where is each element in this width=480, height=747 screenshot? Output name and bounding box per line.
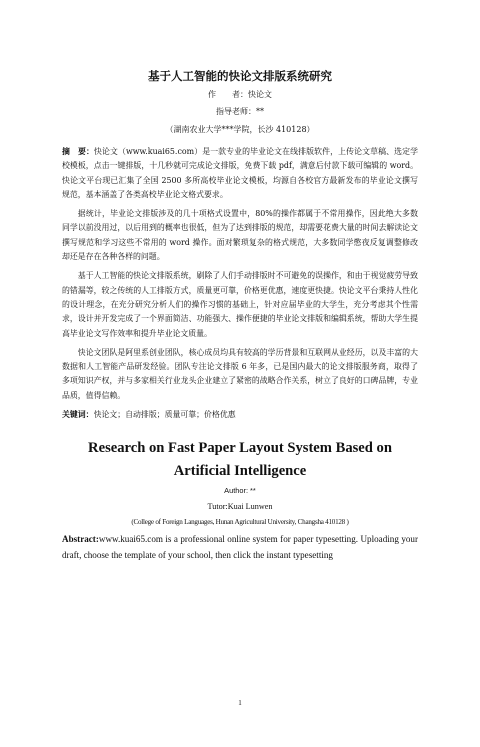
english-tutor: Tutor:Kuai Lunwen: [207, 502, 273, 512]
english-affiliation: (College of Foreign Languages, Hunan Agricultural University, Changsha 410128 ): [131, 518, 349, 527]
chinese-abstract: [62, 145, 418, 403]
chinese-abstract-text: 快论文（www.kuai65.com）是一款专业的毕业论文在线排版软件，上传论文草稿、选定学校模板，点击一键排版，十几秒就可完成论文排版，免费下载 pdf，满意后付款下载可编辑的 word。快论文平台现已汇集了全国 2500 多所高校毕业论文模板，均源自各校官方最新发布的毕业论文撰写规范，基本涵盖了各类高校毕业论文格式要求。: [62, 147, 418, 199]
chinese-author-line: 作 者：快论文: [208, 90, 272, 99]
chinese-keywords: [62, 409, 418, 420]
chinese-abstract-paragraph: 基于人工智能的快论文排版系统，刷除了人们手动排版时不可避免的误操作，和由于视觉疲劳导致的错漏等，较之传统的人工排版方式，质量更可靠，价格更优惠，速度更快捷。快论文平台秉持人性化的设计理念，在充分研究分析人们的操作习惯的基础上，针对应届毕业的大学生，充分考虑其个性需求，设计并开发完成了一个界面简洁、功能强大、操作便捷的毕业论文排版和编辑系统，帮助大学生提高毕业论文写作效率和提升毕业论文质量。: [62, 271, 418, 338]
chinese-abstract-paragraph: 快论文团队是阿里系创业团队，核心成员均具有较高的学历背景和互联网从业经历，以及丰富的大数据和人工智能产品研发经验。团队专注论文排版 6 年多，已是国内最大的论文排版服务商，取得了多项知识产权，并与多家相关行业龙头企业建立了紧密的战略合作关系，树立了良好的口碑品牌，专业品质，值得信赖。: [62, 347, 418, 400]
chinese-abstract-label: 摘 要：: [62, 147, 94, 156]
chinese-keywords-label: 关键词：: [62, 410, 94, 420]
english-title-line-2: Artificial Intelligence: [173, 463, 307, 480]
chinese-keywords-text: 快论文；自动排版；质量可靠；价格优惠: [93, 410, 236, 420]
chinese-affiliation: （湖南农业大学***学院，长沙 410128）: [165, 125, 315, 134]
page-number: 1: [238, 699, 242, 707]
chinese-abstract-paragraph: 据统计，毕业论文排版涉及的几十项格式设置中，80%的操作都属于不常用操作，因此绝大多数同学以前没用过，以后用到的概率也很低，但为了达到排版的规范，却需要花费大量的时间去解读论文撰写规范和学习这些不常用的 word 操作。面对繁琐复杂的格式规范，大多数同学憋夜反复调整修改却还是存在各种各样的问题。: [62, 209, 418, 262]
paper-page: [0, 68, 480, 747]
chinese-abstract-paragraph: [62, 145, 418, 202]
english-abstract: [62, 532, 418, 563]
english-title-line-1: Research on Fast Paper Layout System Based on: [88, 440, 392, 457]
english-author: Author: **: [224, 486, 256, 496]
english-abstract-text: www.kuai65.com is a professional online system for paper typesetting. Uploading your draft, choose the template of your school, then click the instant typesetting: [62, 534, 418, 560]
english-abstract-label: Abstract:: [62, 534, 99, 545]
english-title: [62, 437, 418, 483]
chinese-tutor-line: 指导老师：**: [216, 107, 264, 116]
chinese-title: 基于人工智能的快论文排版系统研究: [148, 69, 332, 83]
